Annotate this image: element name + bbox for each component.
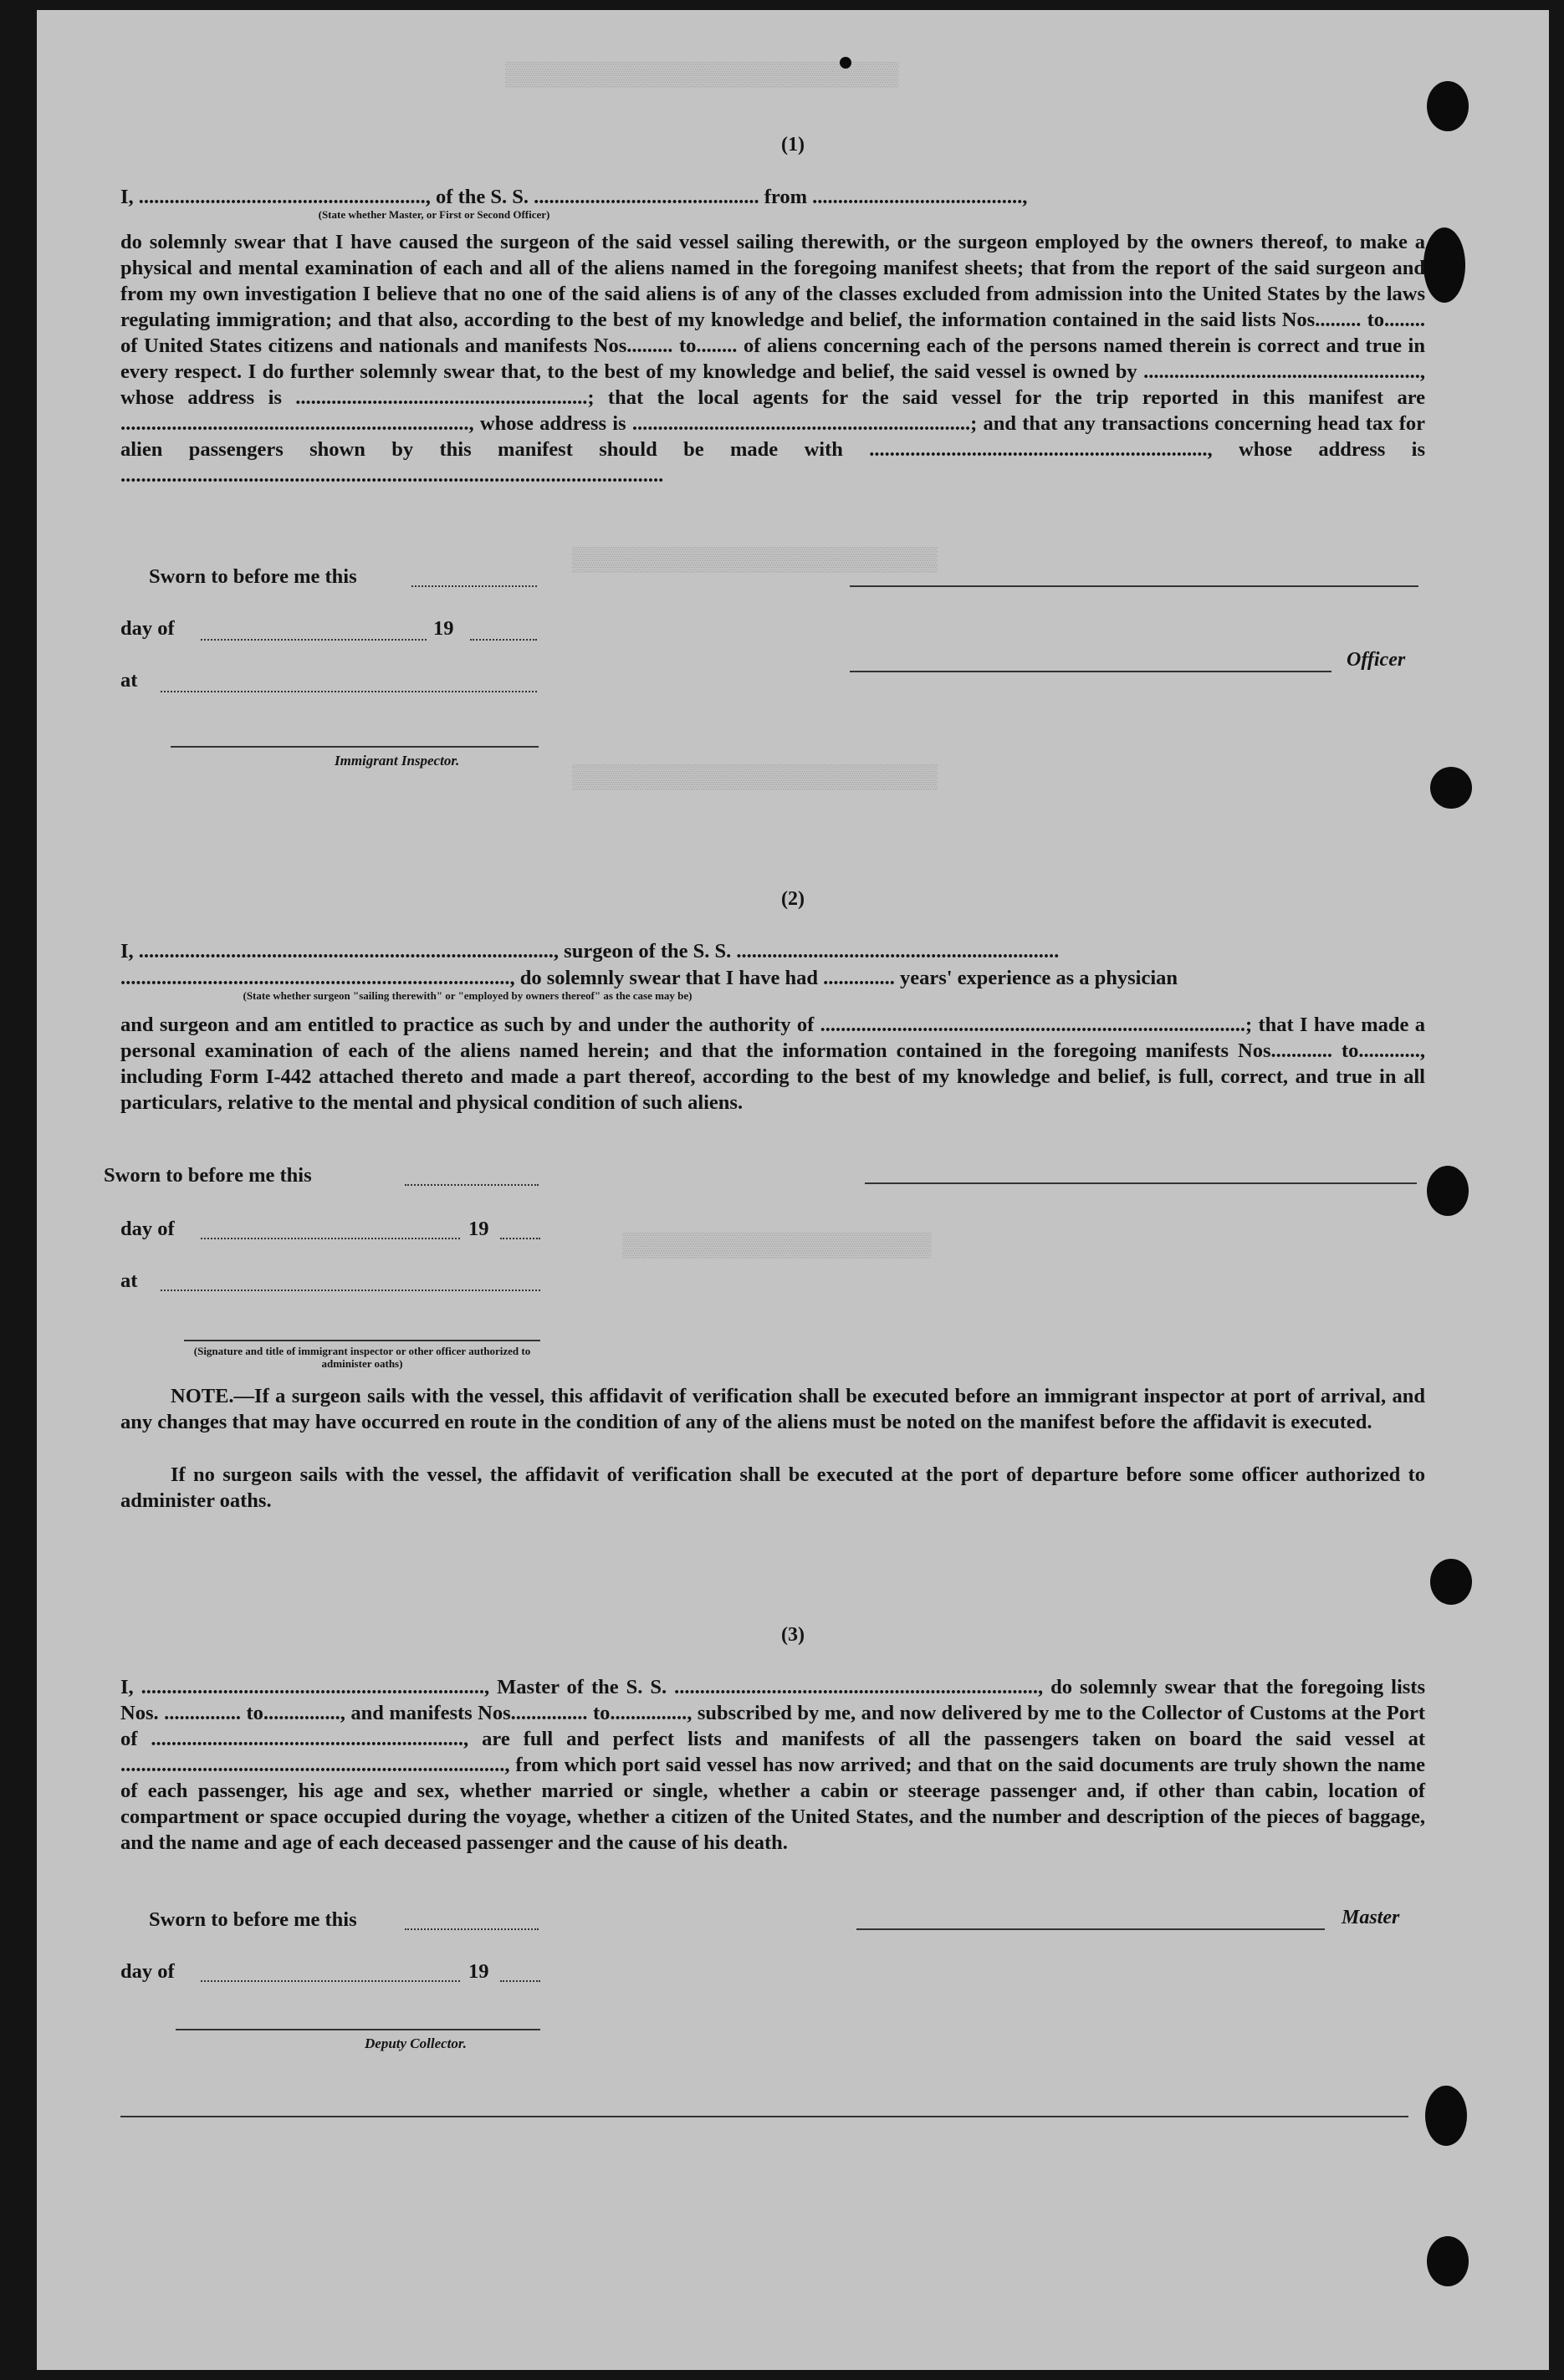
section-3-collector-line — [176, 2029, 540, 2030]
punch-hole — [1430, 1559, 1472, 1605]
section-1-master-signature-line — [850, 585, 1418, 587]
section-3-sworn-line — [405, 1928, 539, 1930]
punch-hole — [1425, 2086, 1467, 2146]
section-3-collector-label: Deputy Collector. — [365, 2035, 467, 2051]
section-1-day-label: day of — [120, 617, 175, 640]
punch-hole — [1427, 1166, 1469, 1216]
section-2-intro: I, ................................................................................., surgeon of the S. S. ............................................................... — [120, 940, 1060, 963]
section-2-day-line — [201, 1238, 460, 1239]
section-2-year-line — [500, 1238, 540, 1239]
section-3-master-label: Master — [1342, 1907, 1400, 1928]
bleed-through-texture: ▒▒▒▒▒▒▒▒▒▒▒▒▒▒▒▒▒▒▒▒▒▒▒▒▒▒ — [572, 545, 938, 571]
bleed-through-texture: ▒▒▒▒▒▒▒▒▒▒▒▒▒▒▒▒▒▒▒▒▒▒▒▒▒▒ — [572, 763, 938, 789]
section-1-year: 19 — [433, 617, 454, 640]
section-1-intro: I, ........................................................, of the S. S. ............................................ from ........................................., — [120, 186, 1028, 208]
section-1-sworn-label: Sworn to before me this — [149, 565, 357, 588]
section-1-intro-caption: (State whether Master, or First or Second Officer) — [318, 208, 550, 221]
section-3-number: (3) — [781, 1624, 805, 1646]
section-3-body: I, ..................................................................., Master of the S. S. ......................................................................., do solemnly swear that the foregoing lists Nos. ............... to..............., and manifests Nos............... to..............., subscribed by me, and now delivered by me to the Collector of Customs at the Port of ............................................................., are full and perfect lists and manifests of all the passengers taken on board the said vessel at ..........................................................................., from which port said vessel has now arrived; and that on the said documents are truly shown the name of each passenger, his age and sex, whether married or single, whether a cabin or steerage passenger and, if other than cabin, location of compartment or space occupied during the voyage, whether a citizen of the United States, and the number and description of the pieces of baggage, and the name and age of each deceased passenger and the cause of his death. — [120, 1676, 1425, 1854]
section-2-number: (2) — [781, 888, 805, 910]
section-2-day-label: day of — [120, 1218, 175, 1240]
section-2-sworn-line — [405, 1184, 539, 1186]
section-1-inspector-label: Immigrant Inspector. — [335, 753, 460, 769]
section-1-number: (1) — [781, 134, 805, 156]
section-2-note-2: If no surgeon sails with the vessel, the affidavit of verification shall be executed at the port of departure before some officer authorized to administer oaths. — [120, 1463, 1425, 1512]
section-1-officer-line — [850, 671, 1331, 672]
section-1-officer-label: Officer — [1347, 649, 1406, 671]
punch-hole — [1427, 81, 1469, 131]
section-2-inspector-label: (Signature and title of immigrant inspector or other officer authorized to administer oaths) — [193, 1345, 531, 1370]
section-3-year: 19 — [468, 1960, 489, 1983]
section-3-day-line — [201, 1980, 460, 1982]
section-3-sworn-label: Sworn to before me this — [149, 1908, 357, 1931]
section-2-body: and surgeon and am entitled to practice as such by and under the authority of ...................................................................................; that I have made a personal examination of each of the aliens named herein; and that the information contained in the foregoing manifests Nos............ to............, including Form I-442 attached thereto and made a part thereof, according to the best of my knowledge and belief, is full, correct, and true in all particulars, relative to the mental and physical condition of such aliens. — [120, 1014, 1425, 1114]
section-2-at-line — [161, 1290, 540, 1291]
section-1-day-line — [201, 639, 427, 641]
section-2-caption: (State whether surgeon "sailing therewith" or "employed by owners thereof" as the case may be) — [243, 989, 693, 1002]
section-2-sworn-label: Sworn to before me this — [104, 1164, 312, 1187]
section-1-body: do solemnly swear that I have caused the surgeon of the said vessel sailing therewith, or the surgeon employed by the owners thereof, to make a physical and mental examination of each and all of the aliens named in the foregoing manifest sheets; that from the report of the said surgeon and from my own investigation I believe that no one of the said aliens is of any of the classes excluded from admission into the United States by the laws regulating immigration; and that also, according to the best of my knowledge and belief, the information contained in the said lists Nos......... to........ of United States citizens and nationals and manifests Nos......... to........ of aliens concerning each of the persons named therein is correct and true in every respect. I do further solemnly swear that, to the best of my knowledge and belief, the said vessel is owned by ......................................................, whose address is .........................................................; that the local agents for the said vessel for the trip reported in this manifest are ...................................................................., whose address is ..................................................................; and that any transactions concerning head tax for alien passengers shown by this manifest should be made with .................................................................., whose address is .......................................................................................................... — [120, 231, 1425, 487]
punch-hole — [1430, 767, 1472, 809]
section-2-line-2: ............................................................................, do solemnly swear that I have had .............. years' experience as a physician — [120, 967, 1178, 989]
footer-rule — [120, 2116, 1408, 2117]
section-1-at-label: at — [120, 669, 138, 692]
bleed-through-texture: ▒▒▒▒▒▒▒▒▒▒▒▒▒▒▒▒▒▒▒▒▒▒ — [622, 1231, 932, 1257]
punch-hole — [1427, 2236, 1469, 2286]
section-3-day-label: day of — [120, 1960, 175, 1983]
section-2-at-label: at — [120, 1269, 138, 1292]
section-1-sworn-line — [411, 585, 537, 587]
section-1-inspector-line — [171, 746, 539, 748]
bleed-through-texture: ▒▒▒▒▒▒▒▒▒▒▒▒▒▒▒▒▒▒▒▒▒▒▒▒▒▒▒▒ — [505, 60, 899, 86]
section-2-year: 19 — [468, 1218, 489, 1240]
section-2-note-1: NOTE.—If a surgeon sails with the vessel, this affidavit of verification shall be executed before an immigrant inspector at port of arrival, and any changes that may have occurred en route in the condition of any of the aliens must be noted on the manifest before the affidavit is executed. — [120, 1385, 1425, 1433]
section-3-master-line — [856, 1928, 1325, 1930]
manifest-back-page — [37, 10, 1549, 2370]
section-2-inspector-line — [184, 1340, 540, 1341]
section-3-year-line — [500, 1980, 540, 1982]
section-1-at-line — [161, 691, 537, 692]
punch-hole — [1423, 227, 1465, 303]
section-2-surgeon-signature-line — [865, 1182, 1417, 1184]
section-1-year-line — [470, 639, 537, 641]
